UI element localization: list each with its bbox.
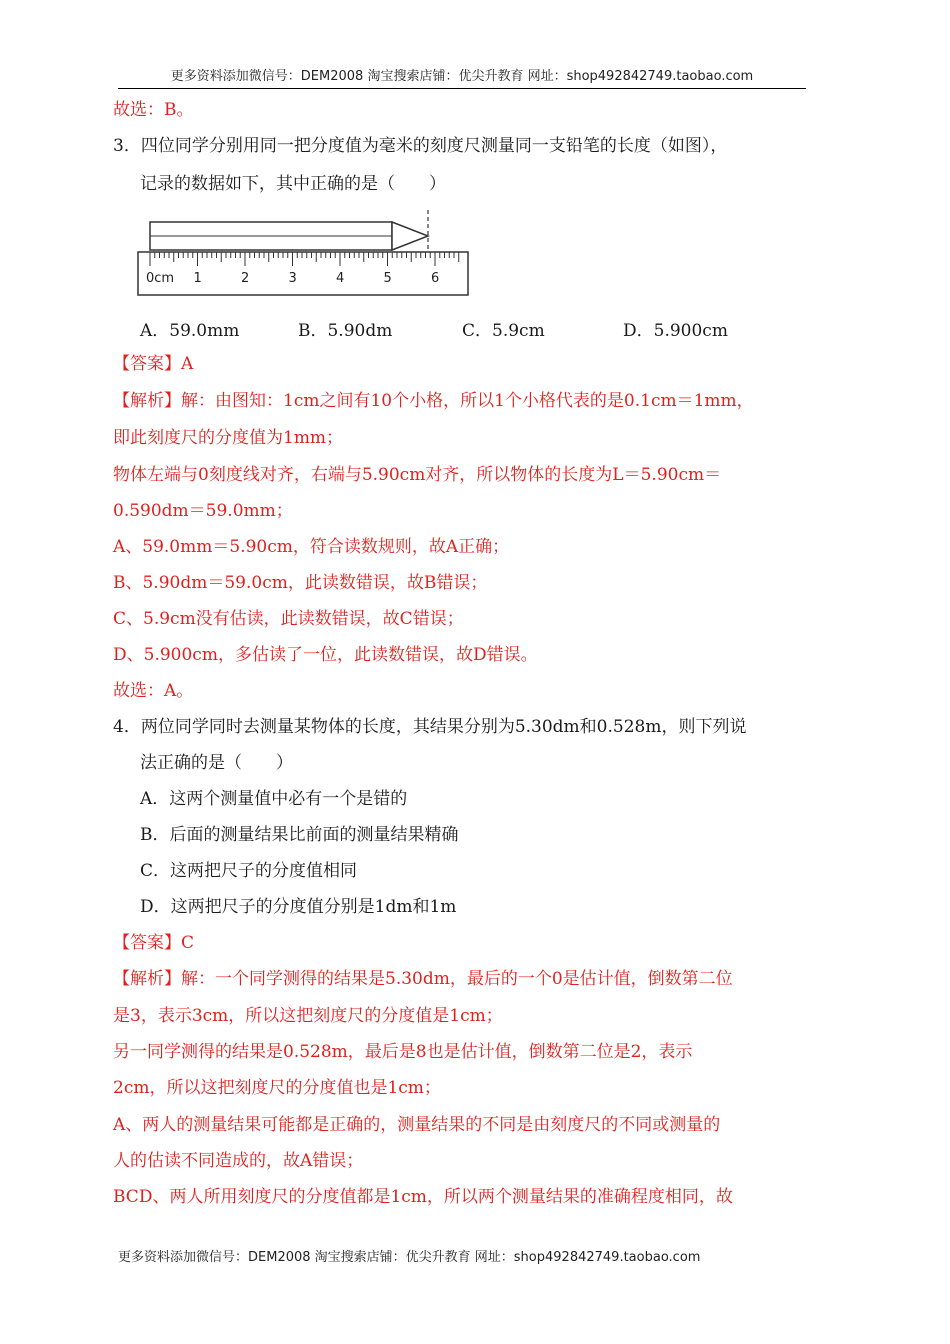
q3-analysis-1: 【解析】解：由图知：1cm之间有10个小格，所以1个小格代表的是0.1cm＝1mm，: [113, 391, 754, 411]
q4-analysis-4: 2cm，所以这把刻度尺的分度值也是1cm；: [113, 1078, 441, 1098]
previous-conclusion: 故选：B。: [113, 100, 194, 120]
q4-analysis-2: 是3，表示3cm，所以这把刻度尺的分度值是1cm；: [113, 1006, 503, 1026]
ruler-label: 1: [193, 271, 202, 286]
ruler-label: 4: [336, 271, 345, 286]
q3-stem-line2: 记录的数据如下，其中正确的是（ ）: [140, 174, 446, 194]
page-header: 更多资料添加微信号：DEM2008 淘宝搜索店铺：优尖升教育 网址：shop492842749.taobao.com: [118, 66, 806, 89]
ruler-pencil-figure: [136, 210, 476, 302]
q4-stem-line2: 法正确的是（ ）: [140, 753, 293, 773]
q3-option-c[interactable]: C．5.9cm: [462, 321, 545, 341]
ruler-body: [138, 252, 468, 295]
ruler-label: 2: [241, 271, 250, 286]
page-footer: 更多资料添加微信号：DEM2008 淘宝搜索店铺：优尖升教育 网址：shop492842749.taobao.com: [118, 1250, 701, 1265]
q4-option-b[interactable]: B．后面的测量结果比前面的测量结果精确: [140, 825, 459, 845]
pencil-tip: [392, 222, 428, 250]
q3-analysis-6: B、5.90dm＝59.0cm，此读数错误，故B错误；: [113, 573, 488, 593]
q3-analysis-7: C、5.9cm没有估读，此读数错误，故C错误；: [113, 609, 464, 629]
ruler-label: 0cm: [146, 271, 175, 286]
q4-option-d[interactable]: D．这两把尺子的分度值分别是1dm和1m: [140, 897, 457, 917]
q3-answer: 【答案】A: [113, 354, 194, 374]
q3-option-d[interactable]: D．5.900cm: [623, 321, 728, 341]
q3-stem-line1: 3．四位同学分别用同一把分度值为毫米的刻度尺测量同一支铅笔的长度（如图），: [113, 136, 728, 156]
q3-analysis-8: D、5.900cm，多估读了一位，此读数错误，故D错误。: [113, 645, 538, 665]
q4-option-c[interactable]: C．这两把尺子的分度值相同: [140, 861, 358, 881]
q3-conclusion: 故选：A。: [113, 681, 194, 701]
q4-stem-line1: 4．两位同学同时去测量某物体的长度，其结果分别为5.30dm和0.528m，则下列说: [113, 717, 747, 737]
ruler-label: 5: [383, 271, 392, 286]
q4-option-a[interactable]: A．这两个测量值中必有一个是错的: [140, 789, 408, 809]
q3-analysis-3: 物体左端与0刻度线对齐，右端与5.90cm对齐，所以物体的长度为L＝5.90cm＝: [113, 465, 722, 485]
q3-option-b[interactable]: B．5.90dm: [298, 321, 393, 341]
ruler-label: 6: [431, 271, 440, 286]
q4-analysis-7: BCD、两人所用刻度尺的分度值都是1cm，所以两个测量结果的准确程度相同，故: [113, 1187, 733, 1207]
q4-answer: 【答案】C: [113, 933, 195, 953]
q3-option-a[interactable]: A．59.0mm: [140, 321, 240, 341]
q3-analysis-5: A、59.0mm＝5.90cm，符合读数规则，故A正确；: [113, 537, 510, 557]
q4-analysis-5: A、两人的测量结果可能都是正确的，测量结果的不同是由刻度尺的不同或测量的: [113, 1115, 721, 1135]
q3-analysis-2: 即此刻度尺的分度值为1mm；: [113, 428, 344, 448]
q4-analysis-3: 另一同学测得的结果是0.528m，最后是8也是估计值，倒数第二位是2，表示: [113, 1042, 693, 1062]
q3-analysis-4: 0.590dm＝59.0mm；: [113, 501, 293, 521]
ruler-label: 3: [288, 271, 297, 286]
q4-analysis-1: 【解析】解：一个同学测得的结果是5.30dm，最后的一个0是估计值，倒数第二位: [113, 969, 733, 989]
q3-options: [140, 316, 760, 340]
q4-analysis-6: 人的估读不同造成的，故A错误；: [113, 1151, 364, 1171]
